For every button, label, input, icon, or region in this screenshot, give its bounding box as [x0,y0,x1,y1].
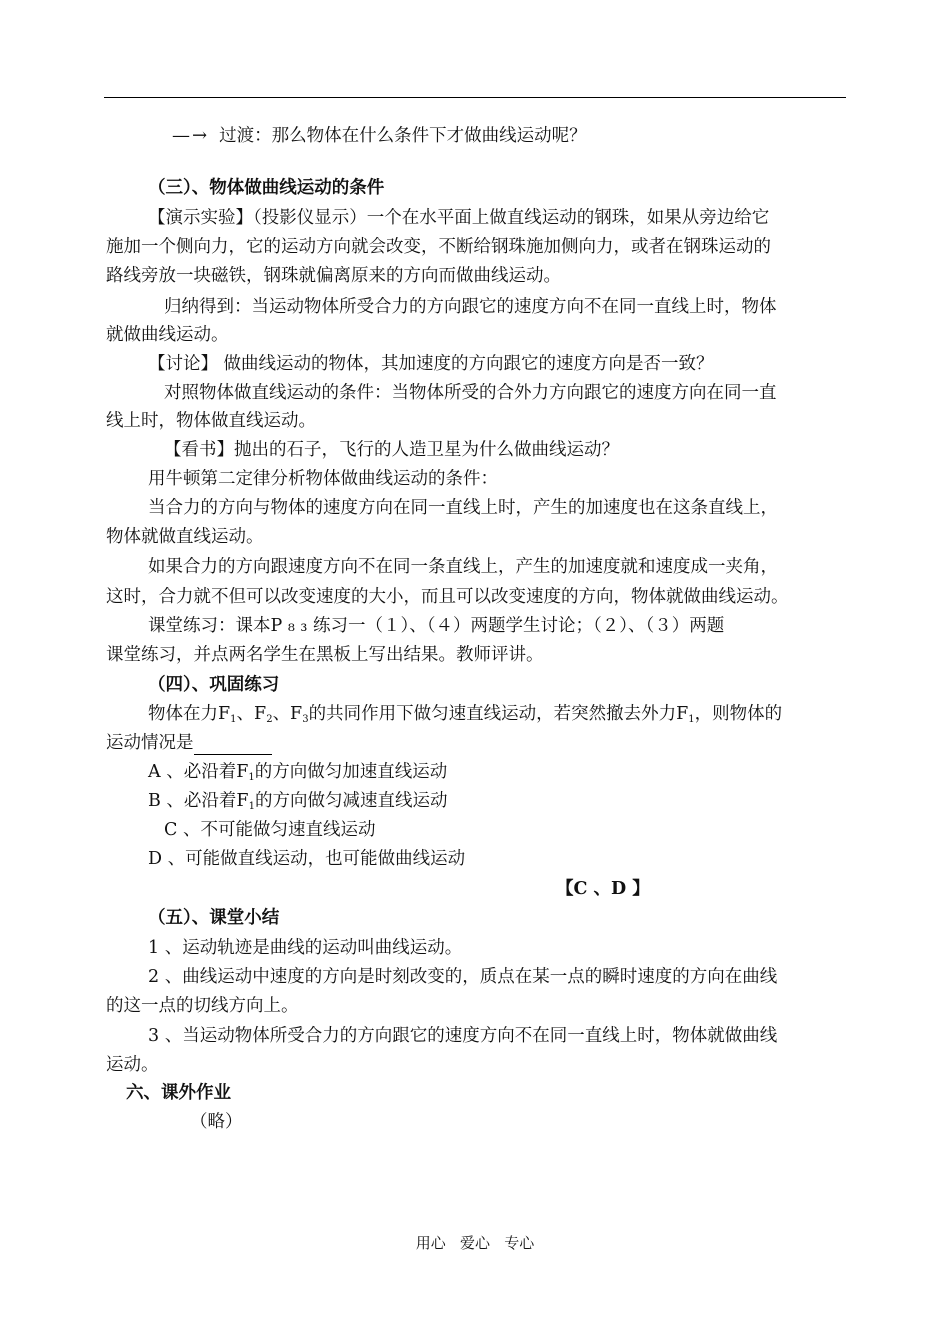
demo-line-1: 【演示实验】（投影仪显示）一个在水平面上做直线运动的钢珠，如果从旁边给它 [148,208,770,228]
angle-line-2: 这时，合力就不但可以改变速度的大小，而且可以改变速度的方向，物体就做曲线运动。 [106,587,789,607]
transition-line [172,124,587,148]
transition-text: 过渡：那么物体在什么条件下才做曲线运动呢？ [219,126,587,146]
section4-heading: （四）、巩固练习 [148,675,280,695]
compare-line-2: 线上时，物体做直线运动。 [106,411,316,431]
section3-heading: （三）、物体做曲线运动的条件 [148,178,385,198]
summary-item-1: 1 、运动轨迹是曲线的运动叫曲线运动。 [148,938,463,958]
long-arrow-icon: —→ [172,125,210,146]
option-a [148,760,447,790]
page-footer: 用心 爱心 专心 [415,1234,535,1252]
same-line-2: 物体就做直线运动。 [106,527,264,547]
subscript: 2 [266,714,273,725]
question-text: 物体在力F [148,704,231,724]
question-text: 运动情况是 [106,733,194,753]
answer-blank [194,736,272,755]
angle-line-1: 如果合力的方向跟速度方向不在同一条直线上，产生的加速度就和速度成一夹角， [148,557,778,577]
answer-bracket: 【C 、D 】 [556,879,650,899]
question-line-1 [148,702,782,732]
subscript: 1 [248,801,255,812]
option-a-text: 的方向做匀加速直线运动 [254,762,448,782]
option-b [148,789,447,819]
summary-item-3-line-1: 3 、当运动物体所受合力的方向跟它的速度方向不在同一直线上时，物体就做曲线 [148,1026,778,1046]
question-line-2 [106,731,272,755]
header-rule [104,97,846,98]
option-c: C 、不可能做匀速直线运动 [164,820,376,840]
exercise-line-1: 课堂练习：课本P ₈ ₃ 练习一（１）、（４）两题学生讨论；（２）、（３）两题 [148,616,725,636]
subscript: 1 [230,714,237,725]
reading-line: 【看书】抛出的石子，飞行的人造卫星为什么做曲线运动？ [164,440,619,460]
homework-content: （略） [190,1112,243,1132]
summary-item-2-line-1: 2 、曲线运动中速度的方向是时刻改变的，质点在某一点的瞬时速度的方向在曲线 [148,967,778,987]
question-text: 的共同作用下做匀速直线运动，若突然撤去外力F [308,704,689,724]
question-text: ，则物体的 [694,704,783,724]
conclusion-line-1: 归纳得到：当运动物体所受合力的方向跟它的速度方向不在同一直线上时，物体 [164,297,777,317]
subscript: 1 [688,714,695,725]
option-d: D 、可能做直线运动，也可能做曲线运动 [148,849,466,869]
subscript: 1 [248,772,255,783]
discussion-line: 【讨论】 做曲线运动的物体，其加速度的方向跟它的速度方向是否一致？ [148,354,714,374]
option-b-text: 的方向做匀减速直线运动 [254,791,448,811]
conclusion-line-2: 就做曲线运动。 [106,325,229,345]
demo-line-2: 施加一个侧向力，它的运动方向就会改变，不断给钢珠施加侧向力，或者在钢珠运动的 [106,237,771,257]
summary-item-2-line-2: 的这一点的切线方向上。 [106,996,299,1016]
same-line-1: 当合力的方向与物体的速度方向在同一直线上时，产生的加速度也在这条直线上， [148,498,778,518]
subscript: 3 [302,714,309,725]
question-text: 、F [272,704,303,724]
option-a-text: A 、必沿着F [148,762,249,782]
exercise-line-2: 课堂练习，并点两名学生在黑板上写出结果。教师评讲。 [106,645,544,665]
demo-line-3: 路线旁放一块磁铁，钢珠就偏离原来的方向而做曲线运动。 [106,266,561,286]
section5-heading: （五）、课堂小结 [148,908,280,928]
summary-item-3-line-2: 运动。 [106,1055,159,1075]
question-text: 、F [236,704,267,724]
newton-intro-line: 用牛顿第二定律分析物体做曲线运动的条件： [148,469,498,489]
compare-line-1: 对照物体做直线运动的条件：当物体所受的合外力方向跟它的速度方向在同一直 [164,383,777,403]
option-b-text: B 、必沿着F [148,791,249,811]
section6-heading: 六、课外作业 [126,1083,231,1103]
